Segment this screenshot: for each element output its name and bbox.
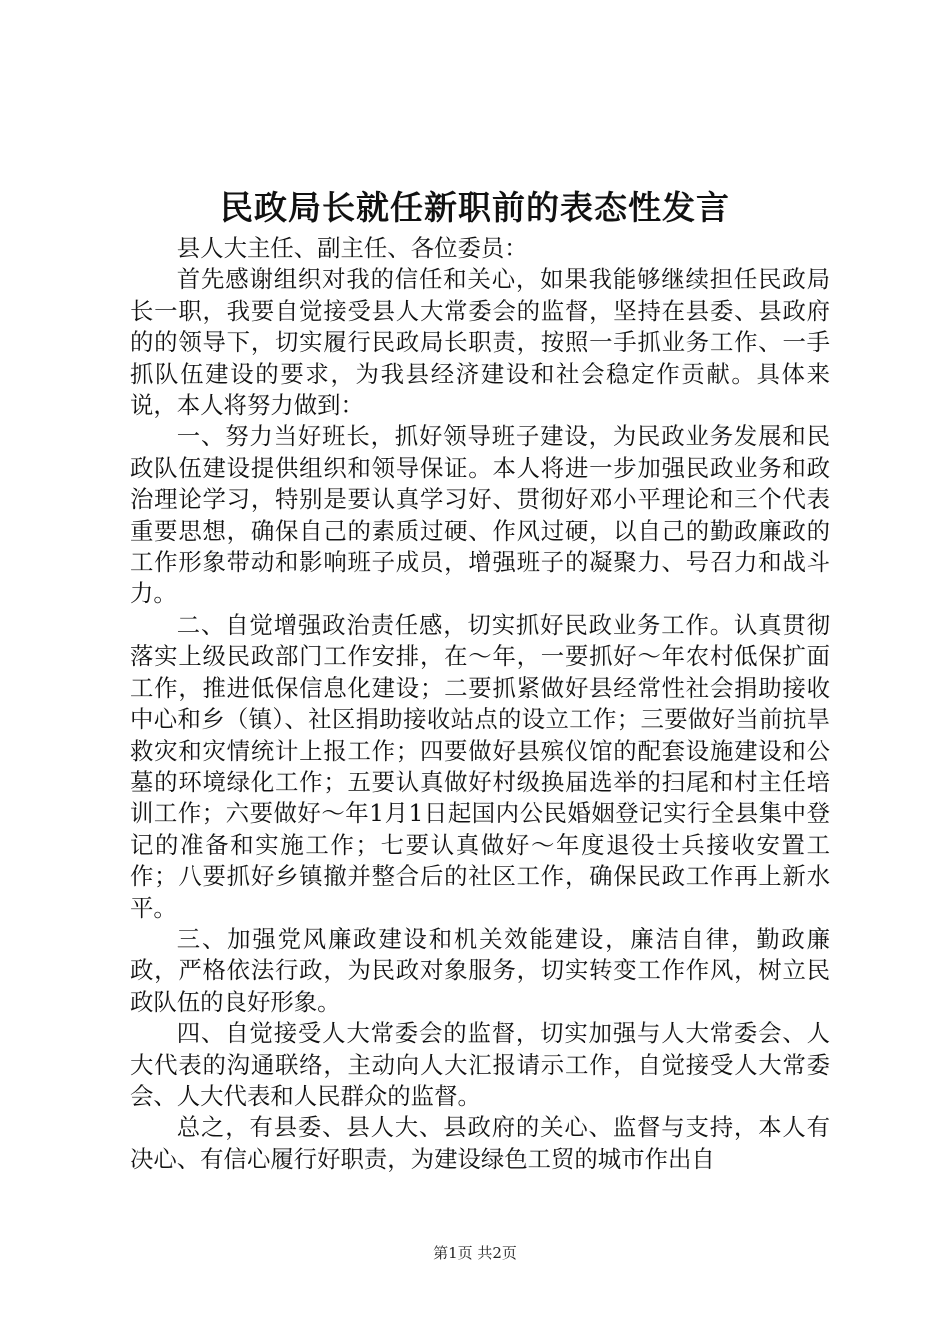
- paragraph: 首先感谢组织对我的信任和关心，如果我能够继续担任民政局长一职，我要自觉接受县人大常委会的监督，坚持在县委、县政府的的领导下，切实履行民政局长职责，按照一手抓业务工作、一手抓队伍建设的要求，为我县经济建设和社会稳定作贡献。具体来说，本人将努力做到：: [130, 265, 830, 420]
- paragraph: 一、努力当好班长，抓好领导班子建设，为民政业务发展和民政队伍建设提供组织和领导保证。本人将进一步加强民政业务和政治理论学习，特别是要认真学习好、贯彻好邓小平理论和三个代表重要思想，确保自己的素质过硬、作风过硬，以自己的勤政廉政的工作形象带动和影响班子成员，增强班子的凝聚力、号召力和战斗力。: [130, 422, 830, 608]
- paragraph: 三、加强党风廉政建设和机关效能建设，廉洁自律，勤政廉政，严格依法行政，为民政对象服务，切实转变工作作风，树立民政队伍的良好形象。: [130, 924, 830, 1016]
- document-body: [130, 233, 830, 1175]
- document-title: 民政局长就任新职前的表态性发言: [220, 188, 730, 227]
- paragraph: 二、自觉增强政治责任感，切实抓好民政业务工作。认真贯彻落实上级民政部门工作安排，在～年，一要抓好～年农村低保扩面工作，推进低保信息化建设；二要抓紧做好县经常性社会捐助接收中心和乡（镇）、社区捐助接收站点的设立工作；三要做好当前抗旱救灾和灾情统计上报工作；四要做好县殡仪馆的配套设施建设和公墓的环境绿化工作；五要认真做好村级换届选举的扫尾和村主任培训工作；六要做好～年1月1日起国内公民婚姻登记实行全县集中登记的准备和实施工作；七要认真做好～年度退役士兵接收安置工作；八要抓好乡镇撤并整合后的社区工作，确保民政工作再上新水平。: [130, 610, 830, 922]
- paragraph: 总之，有县委、县人大、县政府的关心、监督与支持，本人有决心、有信心履行好职责，为建设绿色工贸的城市作出自: [130, 1113, 830, 1173]
- page-footer: 第1页 共2页: [433, 1244, 517, 1262]
- salutation: 县人大主任、副主任、各位委员：: [176, 234, 528, 262]
- paragraph: 四、自觉接受人大常委会的监督，切实加强与人大常委会、人大代表的沟通联络，主动向人大汇报请示工作，自觉接受人大常委会、人大代表和人民群众的监督。: [130, 1019, 830, 1110]
